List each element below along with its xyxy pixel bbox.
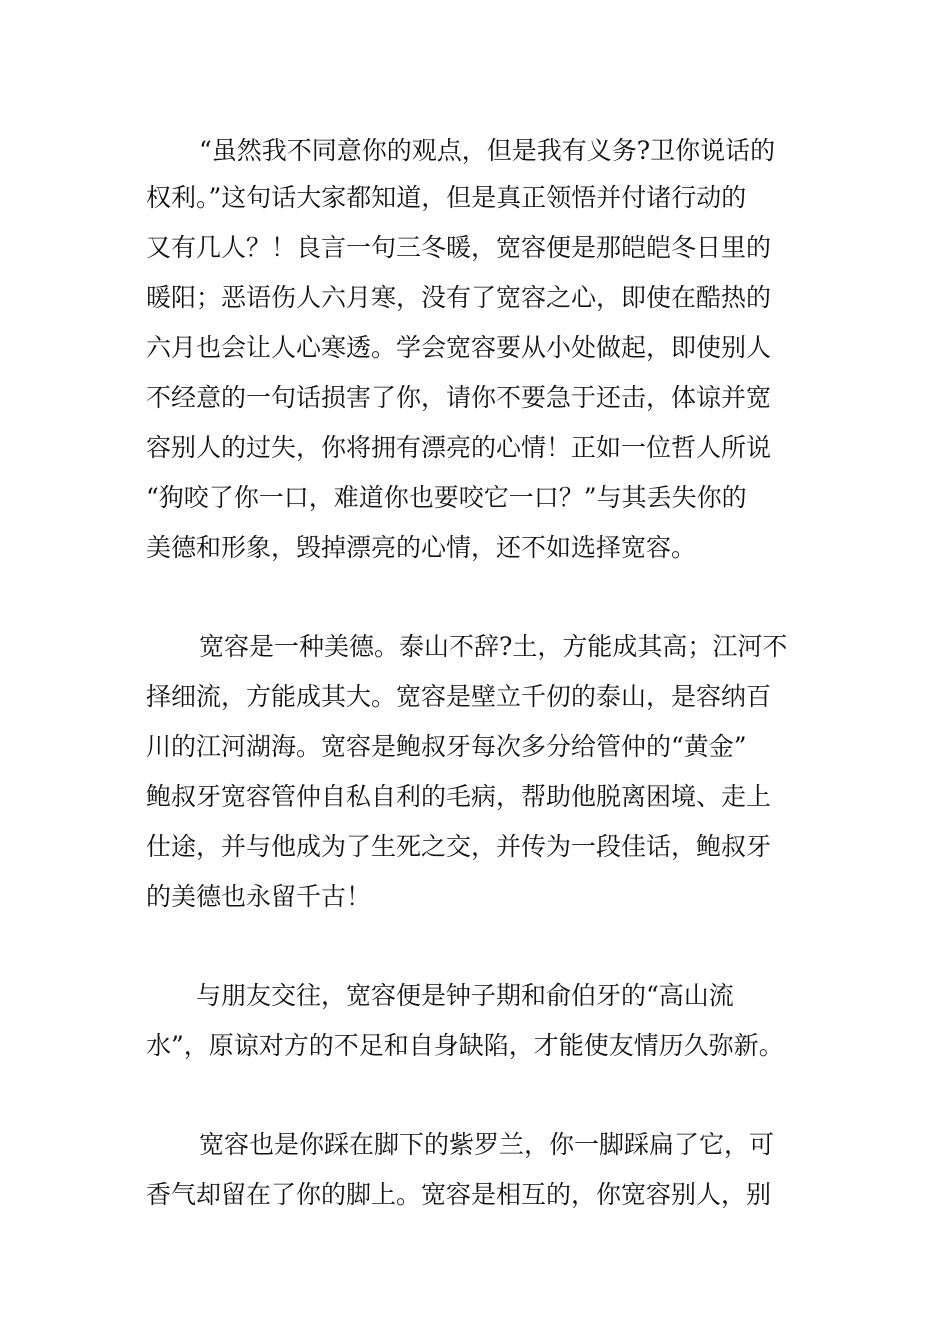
paragraph-1-line-8: “狗咬了你一口，难道你也要咬它一口？”与其丢失你的	[146, 483, 747, 512]
paragraph-1-line-2: 权利。”这句话大家都知道，但是真正领悟并付诸行动的	[146, 183, 747, 212]
paragraph-3-line-2: 水”，原谅对方的不足和自身缺陷，才能使友情历久弥新。	[146, 1031, 784, 1060]
paragraph-1-line-3: 又有几人？！良言一句三冬暖，宽容便是那皑皑冬日里的	[146, 233, 772, 262]
paragraph-2-line-1: 宽容是一种美德。泰山不辞?土，方能成其高；江河不	[199, 632, 788, 661]
paragraph-4-line-2: 香气却留在了你的脚上。宽容是相互的，你宽容别人，别	[146, 1180, 772, 1209]
paragraph-1-line-7: 容别人的过失，你将拥有漂亮的心情！正如一位哲人所说	[146, 433, 772, 462]
paragraph-1-line-4: 暖阳；恶语伤人六月寒，没有了宽容之心，即使在酷热的	[146, 283, 772, 312]
paragraph-1-line-9: 美德和形象，毁掉漂亮的心情，还不如选择宽容。	[146, 533, 697, 562]
paragraph-2-line-6: 的美德也永留千古！	[146, 882, 372, 911]
paragraph-1-line-1: “虽然我不同意你的观点，但是我有义务?卫你说话的	[199, 136, 776, 165]
paragraph-2-line-5: 仕途，并与他成为了生死之交，并传为一段佳话，鲍叔牙	[146, 832, 772, 861]
paragraph-1-line-6: 不经意的一句话损害了你，请你不要急于还击，体谅并宽	[146, 383, 772, 412]
paragraph-2-line-2: 择细流，方能成其大。宽容是壁立千仞的泰山，是容纳百	[146, 682, 772, 711]
paragraph-4-line-1: 宽容也是你踩在脚下的紫罗兰，你一脚踩扁了它，可	[199, 1130, 775, 1159]
paragraph-2-line-3: 川的江河湖海。宽容是鲍叔牙每次多分给管仲的“黄金”	[146, 732, 747, 761]
paragraph-3-line-1: 与朋友交往，宽容便是钟子期和俞伯牙的“高山流	[196, 981, 734, 1010]
paragraph-2-line-4: 鲍叔牙宽容管仲自私自利的毛病，帮助他脱离困境、走上	[146, 782, 772, 811]
paragraph-1-line-5: 六月也会让人心寒透。学会宽容要从小处做起，即使别人	[146, 333, 772, 362]
